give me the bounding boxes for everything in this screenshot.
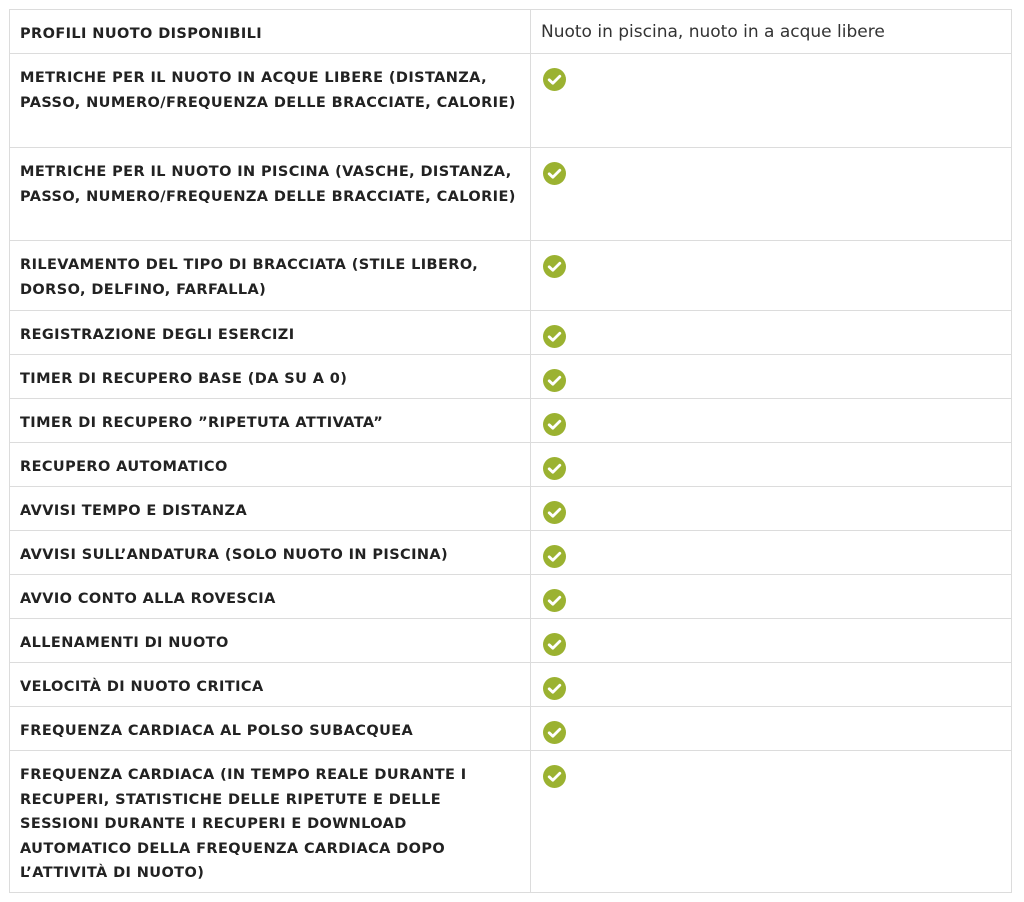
table-row [10,531,1012,575]
table-row [10,575,1012,619]
feature-label: RILEVAMENTO DEL TIPO DI BRACCIATA (STILE LIBERO, DORSO, DELFINO, FARFALLA) [10,241,531,311]
table-row [10,399,1012,443]
table-row [10,707,1012,751]
table-row [10,751,1012,893]
table-row [10,443,1012,487]
check-circle-icon [543,721,566,744]
feature-label: FREQUENZA CARDIACA AL POLSO SUBACQUEA [10,707,531,751]
feature-label: AVVISI TEMPO E DISTANZA [10,487,531,531]
feature-value [531,241,1012,311]
check-circle-icon [543,255,566,278]
check-circle-icon [543,369,566,392]
table-row [10,54,1012,148]
feature-value [531,707,1012,751]
check-circle-icon [543,68,566,91]
check-circle-icon [543,413,566,436]
features-table-body [10,10,1012,893]
check-circle-icon [543,633,566,656]
feature-value: Nuoto in piscina, nuoto in a acque libere [531,10,1012,54]
table-row [10,355,1012,399]
check-circle-icon [543,589,566,612]
table-row [10,487,1012,531]
feature-value [531,663,1012,707]
feature-label: METRICHE PER IL NUOTO IN ACQUE LIBERE (DISTANZA, PASSO, NUMERO/FREQUENZA DELLE BRACCIATE, CALORIE) [10,54,531,148]
features-table [9,9,1012,893]
feature-label: FREQUENZA CARDIACA (IN TEMPO REALE DURANTE I RECUPERI, STATISTICHE DELLE RIPETUTE E DELLE SESSIONI DURANTE I RECUPERI E DOWNLOAD AUTOMATICO DELLA FREQUENZA CARDIACA DOPO L’ATTIVITÀ DI NUOTO) [10,751,531,893]
check-circle-icon [543,545,566,568]
feature-label: METRICHE PER IL NUOTO IN PISCINA (VASCHE, DISTANZA, PASSO, NUMERO/FREQUENZA DELLE BRACCIATE, CALORIE) [10,148,531,241]
feature-label: RECUPERO AUTOMATICO [10,443,531,487]
feature-value [531,619,1012,663]
feature-label: AVVIO CONTO ALLA ROVESCIA [10,575,531,619]
feature-value [531,54,1012,148]
table-row [10,148,1012,241]
table-row [10,311,1012,355]
feature-value [531,751,1012,893]
check-circle-icon [543,162,566,185]
feature-value [531,575,1012,619]
feature-value [531,355,1012,399]
check-circle-icon [543,325,566,348]
feature-value [531,487,1012,531]
check-circle-icon [543,457,566,480]
feature-value [531,148,1012,241]
feature-label: ALLENAMENTI DI NUOTO [10,619,531,663]
feature-label: TIMER DI RECUPERO ”RIPETUTA ATTIVATA” [10,399,531,443]
feature-value [531,443,1012,487]
feature-label: PROFILI NUOTO DISPONIBILI [10,10,531,54]
feature-value [531,311,1012,355]
feature-label: REGISTRAZIONE DEGLI ESERCIZI [10,311,531,355]
table-row [10,10,1012,54]
table-row [10,663,1012,707]
check-circle-icon [543,765,566,788]
feature-label: VELOCITÀ DI NUOTO CRITICA [10,663,531,707]
check-circle-icon [543,501,566,524]
feature-value [531,399,1012,443]
table-row [10,241,1012,311]
feature-label: TIMER DI RECUPERO BASE (DA SU A 0) [10,355,531,399]
check-circle-icon [543,677,566,700]
feature-label: AVVISI SULL’ANDATURA (SOLO NUOTO IN PISCINA) [10,531,531,575]
feature-value [531,531,1012,575]
table-row [10,619,1012,663]
